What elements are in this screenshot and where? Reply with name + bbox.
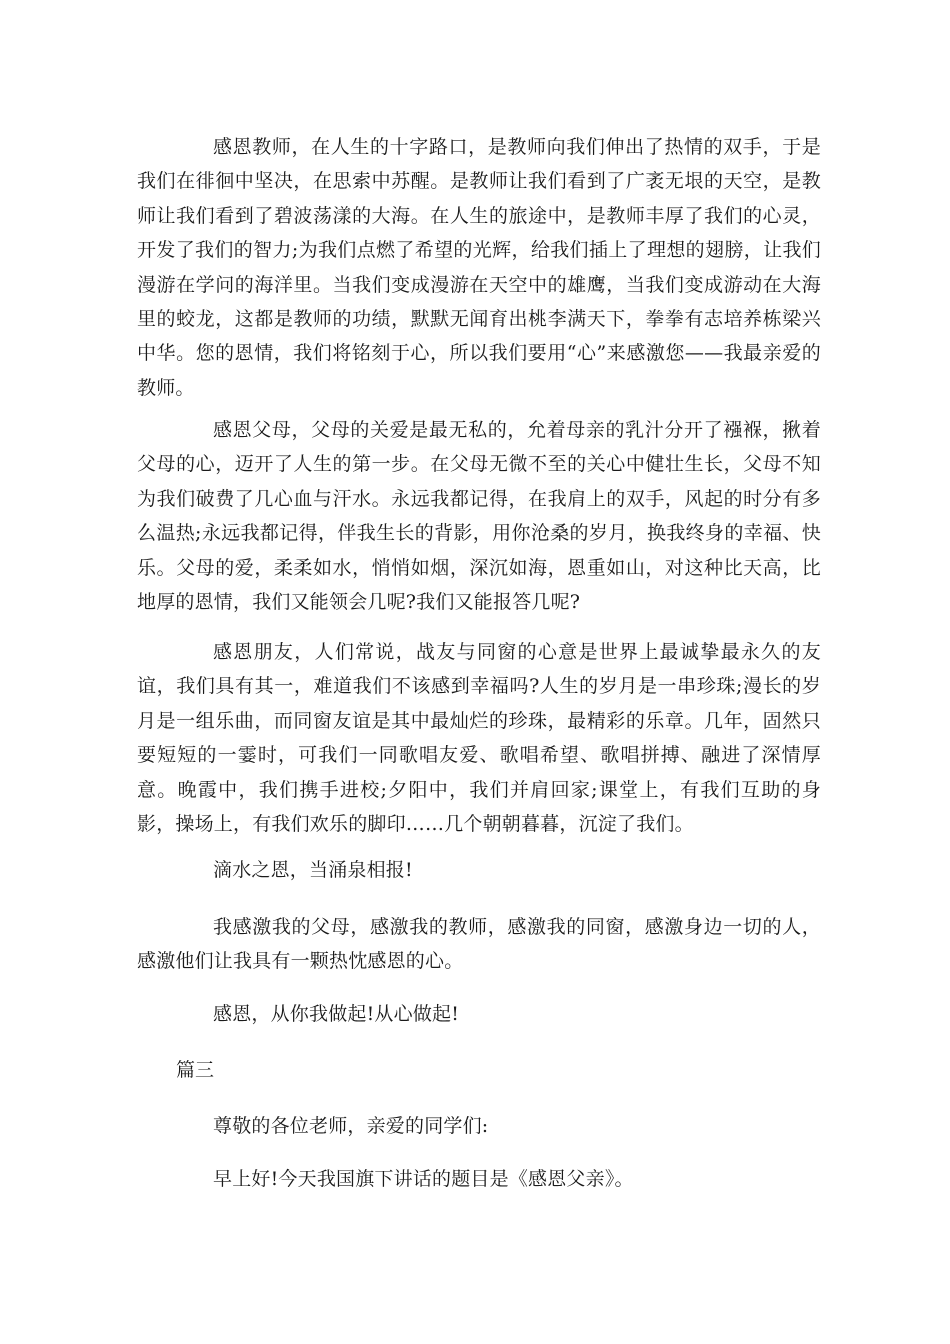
paragraph-closing-call: 感恩，从你我做起!从心做起!: [213, 1003, 460, 1025]
paragraph-thank-parents: 感恩父母，父母的关爱是最无私的，允着母亲的乳汁分开了襁褓，揪着父母的心，迈开了人生的第一步。在父母无微不至的关心中健壮生长，父母不知为我们破费了几心血与汗水。永远我都记得，在我肩上的双手，风起的时分有多么温热;永远我都记得，伴我生长的背影，用你沧桑的岁月，换我终身的幸福、快乐。父母的爱，柔柔如水，悄悄如烟，深沉如海，恩重如山，对这种比天高，比地厚的恩情，我们又能领会几呢?我们又能报答几呢?: [137, 419, 821, 614]
section-heading: 篇三: [176, 1059, 215, 1081]
paragraph-salutation: 尊敬的各位老师，亲爱的同学们:: [213, 1115, 489, 1137]
paragraph-proverb: 滴水之恩，当涌泉相报!: [213, 859, 413, 881]
paragraph-thank-friends: 感恩朋友，人们常说，战友与同窗的心意是世界上最诚挚最永久的友谊，我们具有其一，难道我们不该感到幸福吗?人生的岁月是一串珍珠;漫长的岁月是一组乐曲，而同窗友谊是其中最灿烂的珍珠，最精彩的乐章。几年，固然只要短短的一霎时，可我们一同歌唱友爱、歌唱希望、歌唱拼搏、融进了深情厚意。晚霞中，我们携手进校;夕阳中，我们并肩回家;课堂上，有我们互助的身影，操场上，有我们欢乐的脚印……几个朝朝暮暮，沉淀了我们。: [137, 641, 821, 836]
paragraph-thank-teachers: 感恩教师，在人生的十字路口，是教师向我们伸出了热情的双手，于是我们在徘徊中坚决，在思索中苏醒。是教师让我们看到了广袤无垠的天空，是教师让我们看到了碧波荡漾的大海。在人生的旅途中，是教师丰厚了我们的心灵，开发了我们的智力;为我们点燃了希望的光辉，给我们插上了理想的翅膀，让我们漫游在学问的海洋里。当我们变成漫游在天空中的雄鹰，当我们变成游动在大海里的蛟龙，这都是教师的功绩，默默无闻育出桃李满天下，拳拳有志培养栋梁兴中华。您的恩情，我们将铭刻于心，所以我们要用“心”来感激您——我最亲爱的教师。: [137, 136, 821, 399]
paragraph-gratitude-summary: 我感激我的父母，感激我的教师，感激我的同窗，感激身边一切的人，感激他们让我具有一颗热忱感恩的心。: [137, 916, 821, 973]
paragraph-greeting: 早上好!今天我国旗下讲话的题目是《感恩父亲》。: [213, 1168, 634, 1190]
